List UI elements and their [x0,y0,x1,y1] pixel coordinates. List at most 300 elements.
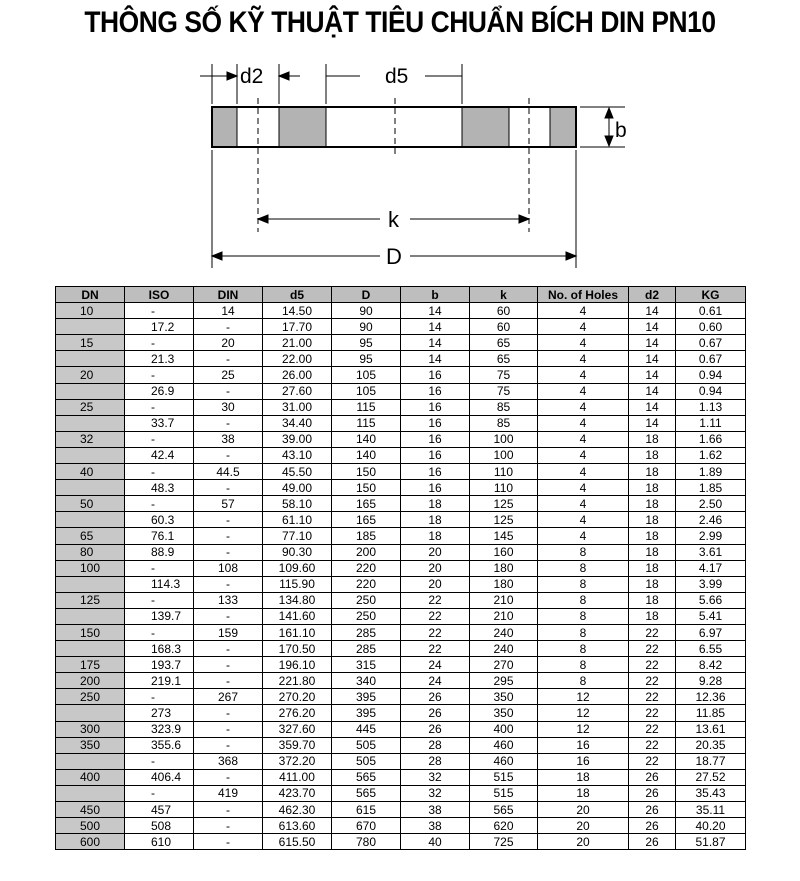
table-cell: 32 [401,785,470,801]
table-cell: 40.20 [676,818,746,834]
table-cell: 100 [470,431,538,447]
table-cell: 125 [470,496,538,512]
table-cell: 24 [401,673,470,689]
table-cell: - [125,624,194,640]
table-cell: 61.10 [263,512,332,528]
table-cell: 8 [538,624,629,640]
table-cell: 460 [470,737,538,753]
table-cell: 165 [332,512,401,528]
table-row [56,480,746,496]
table-cell: 8 [538,592,629,608]
table-cell: 400 [470,721,538,737]
table-cell: 14 [629,335,676,351]
table-cell: - [125,335,194,351]
table-cell: 30 [194,399,263,415]
table-row [56,657,746,673]
table-cell: 75 [470,383,538,399]
table-cell: - [194,528,263,544]
table-cell: - [194,608,263,624]
table-cell: 270 [470,657,538,673]
table-cell: 2.46 [676,512,746,528]
table-cell: 8 [538,673,629,689]
table-cell: 1.62 [676,447,746,463]
table-cell: 21.3 [125,351,194,367]
table-cell: 76.1 [125,528,194,544]
table-cell: 210 [470,608,538,624]
table-cell: 620 [470,818,538,834]
table-cell: 18 [629,480,676,496]
table-cell: 355.6 [125,737,194,753]
table-cell: 12 [538,689,629,705]
table-cell: 26.9 [125,383,194,399]
table-cell: 457 [125,802,194,818]
table-cell: 60.3 [125,512,194,528]
table-row [56,303,746,319]
table-cell: - [194,447,263,463]
table-cell: 18 [629,576,676,592]
table-cell: 18 [401,496,470,512]
table-cell: - [194,641,263,657]
table-cell: 400 [56,769,125,785]
column-header: k [470,287,538,303]
table-cell [56,447,125,463]
table-cell: 285 [332,624,401,640]
table-cell: 8.42 [676,657,746,673]
table-cell: 14 [401,351,470,367]
table-cell: 22 [629,641,676,657]
table-cell: 33.7 [125,415,194,431]
table-cell: 57 [194,496,263,512]
table-cell: 18 [629,431,676,447]
table-cell: 180 [470,560,538,576]
table-cell: 90 [332,319,401,335]
table-cell: 27.60 [263,383,332,399]
table-cell: 4 [538,480,629,496]
table-row [56,544,746,560]
table-cell: 6.55 [676,641,746,657]
column-header: d5 [263,287,332,303]
table-cell: 613.60 [263,818,332,834]
table-row [56,753,746,769]
table-cell: 4 [538,319,629,335]
table-cell: 445 [332,721,401,737]
table-cell: 395 [332,689,401,705]
table-cell: 4 [538,351,629,367]
table-row [56,785,746,801]
column-header: DIN [194,287,263,303]
table-cell: 4 [538,447,629,463]
table-cell: 419 [194,785,263,801]
table-cell: 615 [332,802,401,818]
table-cell: 26 [629,769,676,785]
flange-section-right-inner [462,108,509,146]
table-cell: 0.61 [676,303,746,319]
table-cell: - [194,737,263,753]
table-row [56,705,746,721]
table-header-row [56,287,746,303]
table-cell: 4 [538,399,629,415]
table-cell: 22 [629,624,676,640]
table-cell: 13.61 [676,721,746,737]
table-cell: - [125,367,194,383]
table-cell: - [194,512,263,528]
table-cell: 25 [56,399,125,415]
table-cell: 150 [56,624,125,640]
table-row [56,721,746,737]
table-cell: 16 [401,480,470,496]
table-cell [56,351,125,367]
table-cell: 105 [332,383,401,399]
table-cell: - [194,351,263,367]
table-cell: 0.94 [676,383,746,399]
table-cell: 327.60 [263,721,332,737]
table-cell: 175 [56,657,125,673]
table-cell: 193.7 [125,657,194,673]
table-cell: 39.00 [263,431,332,447]
table-cell: 12.36 [676,689,746,705]
table-cell: 2.99 [676,528,746,544]
table-cell: 65 [470,335,538,351]
table-row [56,641,746,657]
table-cell: 323.9 [125,721,194,737]
table-cell: 350 [470,705,538,721]
table-cell: 140 [332,447,401,463]
table-cell: 110 [470,464,538,480]
table-cell: 16 [401,415,470,431]
table-row [56,689,746,705]
table-cell: 250 [56,689,125,705]
table-cell: 38 [194,431,263,447]
table-cell: 26.00 [263,367,332,383]
table-cell: 108 [194,560,263,576]
table-cell: 16 [401,399,470,415]
d2-label: d2 [240,65,264,88]
table-cell [56,608,125,624]
table-cell: 5.66 [676,592,746,608]
table-cell: 32 [56,431,125,447]
table-cell: 18 [401,528,470,544]
table-cell: 180 [470,576,538,592]
b-label: b [615,119,627,142]
table-cell [56,383,125,399]
table-cell: 14 [401,303,470,319]
table-cell: - [125,785,194,801]
table-cell: 450 [56,802,125,818]
table-row [56,576,746,592]
table-cell: 350 [470,689,538,705]
table-cell: - [194,576,263,592]
table-cell: 85 [470,399,538,415]
table-cell: - [125,496,194,512]
table-cell: 2.50 [676,496,746,512]
table-cell: 18.77 [676,753,746,769]
table-cell: 12 [538,705,629,721]
table-row [56,528,746,544]
table-cell: 22 [401,624,470,640]
table-cell: 780 [332,834,401,850]
table-cell: 22 [401,608,470,624]
table-cell: 8 [538,657,629,673]
table-cell: 15 [56,335,125,351]
table-cell: 460 [470,753,538,769]
table-cell: 14 [629,399,676,415]
table-cell: 14.50 [263,303,332,319]
table-cell: 140 [332,431,401,447]
table-cell: 14 [629,383,676,399]
table-row [56,415,746,431]
table-row [56,367,746,383]
spec-table [55,286,746,850]
table-cell: 276.20 [263,705,332,721]
table-row [56,399,746,415]
table-cell: 43.10 [263,447,332,463]
table-cell: 18 [629,544,676,560]
table-cell: 85 [470,415,538,431]
table-cell: 505 [332,737,401,753]
table-cell: 50 [56,496,125,512]
table-cell [56,785,125,801]
table-cell: 340 [332,673,401,689]
table-cell: 8 [538,608,629,624]
table-cell: 8 [538,544,629,560]
table-cell: 16 [401,431,470,447]
table-cell: 100 [470,447,538,463]
table-cell: 4 [538,496,629,512]
table-cell: 14 [629,303,676,319]
table-cell: 125 [470,512,538,528]
table-cell: 423.70 [263,785,332,801]
table-cell: 22 [629,673,676,689]
table-cell: 196.10 [263,657,332,673]
table-cell: 5.41 [676,608,746,624]
table-cell: 565 [470,802,538,818]
table-cell: 4.17 [676,560,746,576]
table-cell: 48.3 [125,480,194,496]
table-cell: - [194,834,263,850]
table-cell: 32 [401,769,470,785]
table-cell [56,576,125,592]
table-cell: 18 [629,592,676,608]
table-cell: 60 [470,303,538,319]
table-cell: 3.99 [676,576,746,592]
table-cell: 161.10 [263,624,332,640]
table-cell: 115.90 [263,576,332,592]
table-cell: 1.13 [676,399,746,415]
table-cell: 14 [401,335,470,351]
table-cell: 240 [470,641,538,657]
table-cell: 505 [332,753,401,769]
table-row [56,447,746,463]
table-cell: 133 [194,592,263,608]
table-cell: 1.85 [676,480,746,496]
table-cell: 4 [538,431,629,447]
table-cell: 16 [401,383,470,399]
table-cell: 110 [470,480,538,496]
table-cell: 95 [332,335,401,351]
table-cell: 139.7 [125,608,194,624]
table-cell: 16 [538,737,629,753]
table-cell: 11.85 [676,705,746,721]
table-cell [56,480,125,496]
table-cell: 270.20 [263,689,332,705]
table-cell: - [125,592,194,608]
table-row [56,608,746,624]
d5-label: d5 [385,65,409,88]
table-cell: 200 [56,673,125,689]
table-row [56,496,746,512]
table-cell: 40 [56,464,125,480]
table-cell: 1.66 [676,431,746,447]
table-cell: 14 [629,367,676,383]
table-cell: 515 [470,785,538,801]
table-cell: 114.3 [125,576,194,592]
table-cell: 4 [538,303,629,319]
table-cell [56,753,125,769]
table-cell: 18 [629,560,676,576]
table-cell: 565 [332,769,401,785]
table-cell: 500 [56,818,125,834]
table-cell: 26 [629,818,676,834]
table-cell: 16 [538,753,629,769]
table-cell: 285 [332,641,401,657]
table-cell: 220 [332,560,401,576]
table-cell: 462.30 [263,802,332,818]
table-row [56,431,746,447]
table-cell: 18 [629,496,676,512]
table-cell: 165 [332,496,401,512]
table-cell: 105 [332,367,401,383]
table-cell: 17.70 [263,319,332,335]
table-cell: 88.9 [125,544,194,560]
table-cell: 515 [470,769,538,785]
table-cell: 14 [194,303,263,319]
table-cell: 26 [629,834,676,850]
table-cell: 406.4 [125,769,194,785]
table-cell: 109.60 [263,560,332,576]
table-cell: 4 [538,512,629,528]
page-title: THÔNG SỐ KỸ THUẬT TIÊU CHUẨN BÍCH DIN PN10 [84,6,716,39]
table-cell: - [194,480,263,496]
table-cell: - [125,303,194,319]
table-cell: 219.1 [125,673,194,689]
table-cell: 65 [56,528,125,544]
table-cell: 10 [56,303,125,319]
table-cell: 8 [538,560,629,576]
flange-body [212,107,576,147]
table-cell: 60 [470,319,538,335]
flange-diagram [0,50,800,280]
table-row [56,769,746,785]
table-cell: 125 [56,592,125,608]
table-cell: 200 [332,544,401,560]
table-cell: 27.52 [676,769,746,785]
k-label: k [388,207,399,232]
table-row [56,383,746,399]
table-cell: 16 [401,367,470,383]
column-header: D [332,287,401,303]
flange-section-left-outer [213,108,237,146]
table-cell: 34.40 [263,415,332,431]
column-header: KG [676,287,746,303]
table-cell: 65 [470,351,538,367]
table-cell: 22 [629,657,676,673]
table-cell: 3.61 [676,544,746,560]
table-cell: 0.67 [676,351,746,367]
table-cell: 221.80 [263,673,332,689]
table-cell: 220 [332,576,401,592]
table-cell: 18 [401,512,470,528]
table-cell: 670 [332,818,401,834]
table-cell: 49.00 [263,480,332,496]
table-cell: 18 [629,447,676,463]
table-row [56,818,746,834]
table-cell: 31.00 [263,399,332,415]
table-cell: - [125,464,194,480]
table-cell: 411.00 [263,769,332,785]
table-cell: 4 [538,528,629,544]
table-cell: 35.11 [676,802,746,818]
table-cell: 14 [629,319,676,335]
table-cell: 159 [194,624,263,640]
table-cell: 21.00 [263,335,332,351]
table-cell: 22.00 [263,351,332,367]
column-header: No. of Holes [538,287,629,303]
table-cell: 0.94 [676,367,746,383]
table-cell: 22 [629,737,676,753]
table-cell: 168.3 [125,641,194,657]
table-cell: 22 [401,641,470,657]
table-cell: 0.60 [676,319,746,335]
table-cell: 28 [401,737,470,753]
table-cell: 90.30 [263,544,332,560]
table-row [56,834,746,850]
table-cell: 150 [332,464,401,480]
table-cell: 395 [332,705,401,721]
column-header: d2 [629,287,676,303]
table-row [56,737,746,753]
table-cell: 25 [194,367,263,383]
table-row [56,802,746,818]
table-cell: 273 [125,705,194,721]
table-cell: 20 [538,834,629,850]
table-cell: 22 [401,592,470,608]
b-dimension [605,108,613,146]
table-cell: 20 [401,560,470,576]
table-cell: 26 [401,689,470,705]
table-row [56,673,746,689]
table-row [56,592,746,608]
table-cell [56,415,125,431]
table-cell: 6.97 [676,624,746,640]
table-row [56,560,746,576]
table-cell: 38 [401,818,470,834]
table-cell: 250 [332,608,401,624]
table-cell: - [125,560,194,576]
table-cell: 38 [401,802,470,818]
table-cell: 20.35 [676,737,746,753]
table-cell: 350 [56,737,125,753]
table-body [56,303,746,850]
table-cell: - [194,319,263,335]
table-cell: - [125,399,194,415]
table-cell: 14 [629,415,676,431]
table-cell: 95 [332,351,401,367]
table-cell: 40 [401,834,470,850]
table-cell: 18 [538,769,629,785]
table-cell: 26 [629,802,676,818]
table-cell: 115 [332,415,401,431]
table-cell: - [194,415,263,431]
